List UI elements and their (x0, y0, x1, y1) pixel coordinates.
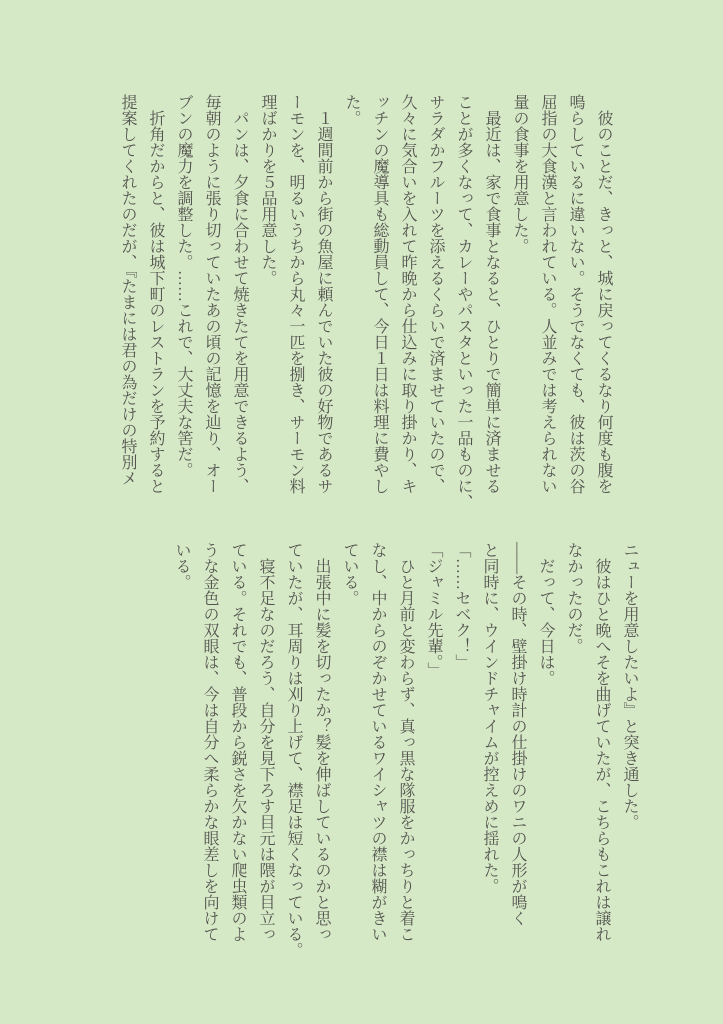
text-line: ッチンの魔導具も総動員して、今日１日は料理に費やし (371, 94, 388, 494)
text-line: うな金色の双眼は、今は自分へ柔らかな眼差しを向けて (201, 542, 218, 942)
text-line: パンは、夕食に合わせて焼きたてを用意できるよう、 (231, 94, 248, 494)
text-line: だって、今日は。 (537, 542, 554, 686)
top-text-block (113, 94, 617, 510)
text-line: ことが多くなって、カレーやパスタといった一品ものに、 (455, 94, 472, 510)
text-line: 折角だからと、彼は城下町のレストランを予約すると (147, 94, 164, 494)
text-line: 「ジャミル先輩。」 (425, 542, 442, 678)
text-line: ニューを用意したいよ』と突き通した。 (621, 542, 638, 830)
text-line: なし、中からのぞかせているワイシャツの襟は糊がきい (369, 542, 386, 942)
text-line: 鳴らしているに違いない。そうでなくても、彼は茨の谷 (567, 94, 584, 494)
text-line: ている。 (341, 542, 358, 606)
text-line: 出張中に髪を切ったか？髪を伸ばしているのかと思っ (313, 542, 330, 942)
text-line: ブンの魔力を調整した。……これで、大丈夫な筈だ。 (175, 94, 192, 478)
text-line: 提案してくれたのだが、『たまには君の為だけの特別メ (119, 94, 136, 486)
text-line: 久々に気合いを入れて昨晩から仕込みに取り掛かり、キ (399, 94, 416, 494)
text-line: 量の食事を用意した。 (511, 94, 528, 254)
text-line: １週間前から街の魚屋に頼んでいた彼の好物であるサ (315, 94, 332, 494)
text-line: 毎朝のように張り切っていたあの頃の記憶を辿り、オー (203, 94, 220, 494)
text-line: た。 (343, 94, 360, 126)
text-line: と同時に、ウインドチャイムが控えめに揺れた。 (481, 542, 498, 894)
text-line: 理ばかりを５品用意した。 (259, 94, 276, 286)
bottom-text-block (167, 542, 643, 958)
text-line: ていたが、耳周りは刈り上げて、襟足は短くなっている。 (285, 542, 302, 958)
text-line: 寝不足なのだろう、自分を見下ろす目元は隈が目立っ (257, 542, 274, 942)
text-line: ひと月前と変わらず、真っ黒な隊服をかっちりと着こ (397, 542, 414, 942)
text-line: 最近は、家で食事となると、ひとりで簡単に済ませる (483, 94, 500, 494)
text-line: ーモンを、明るいうちから丸々一匹を捌き、サーモン料 (287, 94, 304, 494)
text-line: なかったのだ。 (565, 542, 582, 654)
text-line: 彼のことだ、きっと、城に戻ってくるなり何度も腹を (595, 94, 612, 494)
text-line: 「……セベク！」 (453, 542, 470, 670)
text-line: ている。それでも、普段から鋭さを欠かない爬虫類のよ (229, 542, 246, 942)
text-line: いる。 (173, 542, 190, 590)
text-line: 彼はひと晩へそを曲げていたが、こちらもこれは譲れ (593, 542, 610, 942)
text-line: ――その時、壁掛け時計の仕掛けのワニの人形が鳴く (509, 542, 526, 926)
text-line: 屈指の大食漢と言われている。人並みでは考えられない (539, 94, 556, 494)
text-line: サラダかフルーツを添えるくらいで済ませていたので、 (427, 94, 444, 494)
